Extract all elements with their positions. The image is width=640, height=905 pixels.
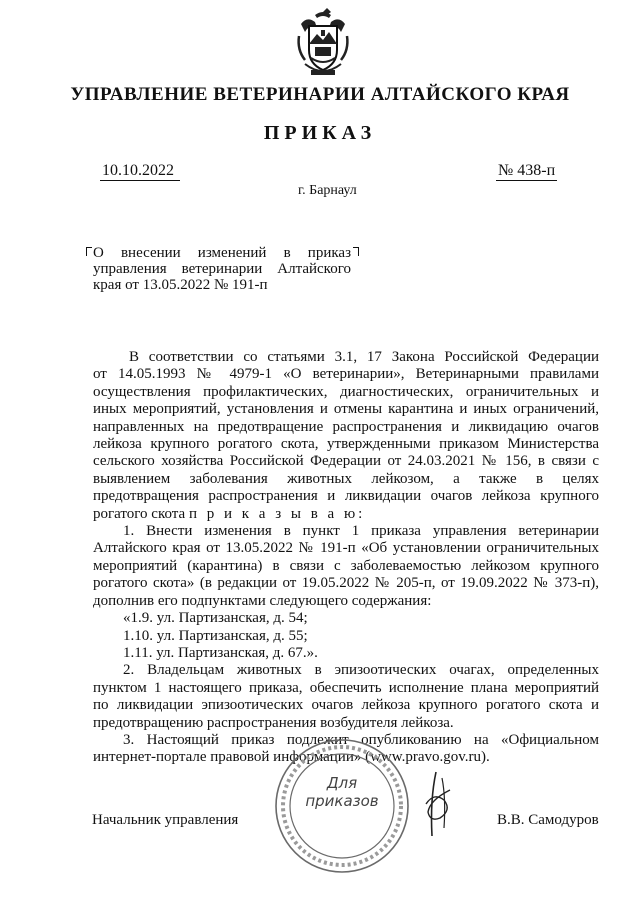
preamble-line: предотвращения распространения и ликвидации очагов лейкоза крупного bbox=[93, 488, 599, 505]
stamp-line-2: приказов bbox=[305, 792, 379, 810]
subitem-line: 1.11. ул. Партизанская, д. 67.». bbox=[123, 644, 318, 661]
order-word-colon: : bbox=[358, 505, 363, 522]
item-1-line: рогатого скота» (в редакции от 19.05.2022 № 205-п, от 19.09.2022 № 373-п), bbox=[93, 575, 599, 592]
preamble-line: выявлением заболевания животных лейкозом, а также в целях bbox=[93, 470, 599, 487]
item-1-line: мероприятий (карантина) в связи с заболеваемостью лейкозом крупного bbox=[93, 557, 599, 574]
coat-of-arms-emblem bbox=[293, 6, 353, 78]
subject-bracket-right bbox=[353, 247, 359, 256]
preamble-line: В соответствии со статьями 3.1, 17 Закона Российской Федерации bbox=[129, 349, 599, 365]
agency-name: УПРАВЛЕНИЕ ВЕТЕРИНАРИИ АЛТАЙСКОГО КРАЯ bbox=[70, 84, 570, 105]
document-type-title: ПРИКАЗ bbox=[263, 122, 377, 144]
item-2-line: 2. Владельцам животных в эпизоотических очагах, определенных bbox=[123, 662, 599, 679]
subject-line: управления ветеринарии Алтайского bbox=[93, 261, 351, 277]
item-1-line: Алтайского края от 13.05.2022 № 191-п «Об установлении ограничительных bbox=[93, 540, 599, 557]
order-number: № 438-п bbox=[498, 162, 556, 179]
item-2-line: по ликвидации эпизоотических очагов лейкоза крупного рогатого скота и bbox=[93, 697, 599, 714]
preamble-last-prefix: рогатого скота bbox=[93, 505, 186, 522]
item-1-line: 1. Внести изменения в пункт 1 приказа управления ветеринарии bbox=[123, 523, 599, 540]
order-word: п р и к а з ы в а ю bbox=[188, 505, 359, 522]
preamble-line: от 14.05.1993 № 4979-1 «О ветеринарии», Ветеринарными правилами bbox=[93, 366, 599, 383]
signatory-title: Начальник управления bbox=[92, 812, 239, 828]
order-body bbox=[93, 349, 599, 767]
stamp-line-1: Для bbox=[326, 774, 358, 792]
item-2-line: предотвращению распространения возбудителя лейкоза. bbox=[93, 714, 454, 731]
item-1-line: дополнив его подпунктами следующего содержания: bbox=[93, 592, 432, 609]
subitem-line: «1.9. ул. Партизанская, д. 54; bbox=[123, 610, 308, 627]
preamble-line: осуществления профилактических, диагностических, ограничительных и bbox=[93, 383, 599, 400]
item-3-line: 3. Настоящий приказ подлежит опубликованию на «Официальном bbox=[123, 731, 599, 748]
preamble-last-line bbox=[93, 506, 599, 523]
stamp-text bbox=[296, 774, 388, 810]
subject-bracket-left bbox=[86, 247, 92, 256]
handwritten-signature bbox=[420, 770, 460, 840]
subject-line: О внесении изменений в приказ bbox=[93, 245, 351, 261]
order-date: 10.10.2022 bbox=[100, 162, 180, 181]
preamble-line: сельского хозяйства Российской Федерации от 24.03.2021 № 156, в связи с bbox=[93, 453, 599, 470]
preamble-line: иных мероприятий, установления и отмены карантина и иных ограничений, bbox=[93, 401, 599, 418]
subitem-line: 1.10. ул. Партизанская, д. 55; bbox=[123, 627, 308, 644]
preamble-line: лейкоза крупного рогатого скота, утвержденными приказом Министерства bbox=[93, 436, 599, 453]
signatory-name: В.В. Самодуров bbox=[497, 812, 599, 828]
subject-line: края от 13.05.2022 № 191-п bbox=[93, 277, 268, 293]
issue-city: г. Барнаул bbox=[298, 183, 357, 198]
item-2-line: пунктом 1 настоящего приказа, обеспечить исполнение плана мероприятий bbox=[93, 679, 599, 696]
preamble-line: направленных на предотвращение распространения и ликвидацию очагов bbox=[93, 418, 599, 435]
item-3-line: интернет-портале правовой информации» (www.pravo.gov.ru). bbox=[93, 749, 490, 766]
order-subject bbox=[93, 245, 351, 293]
